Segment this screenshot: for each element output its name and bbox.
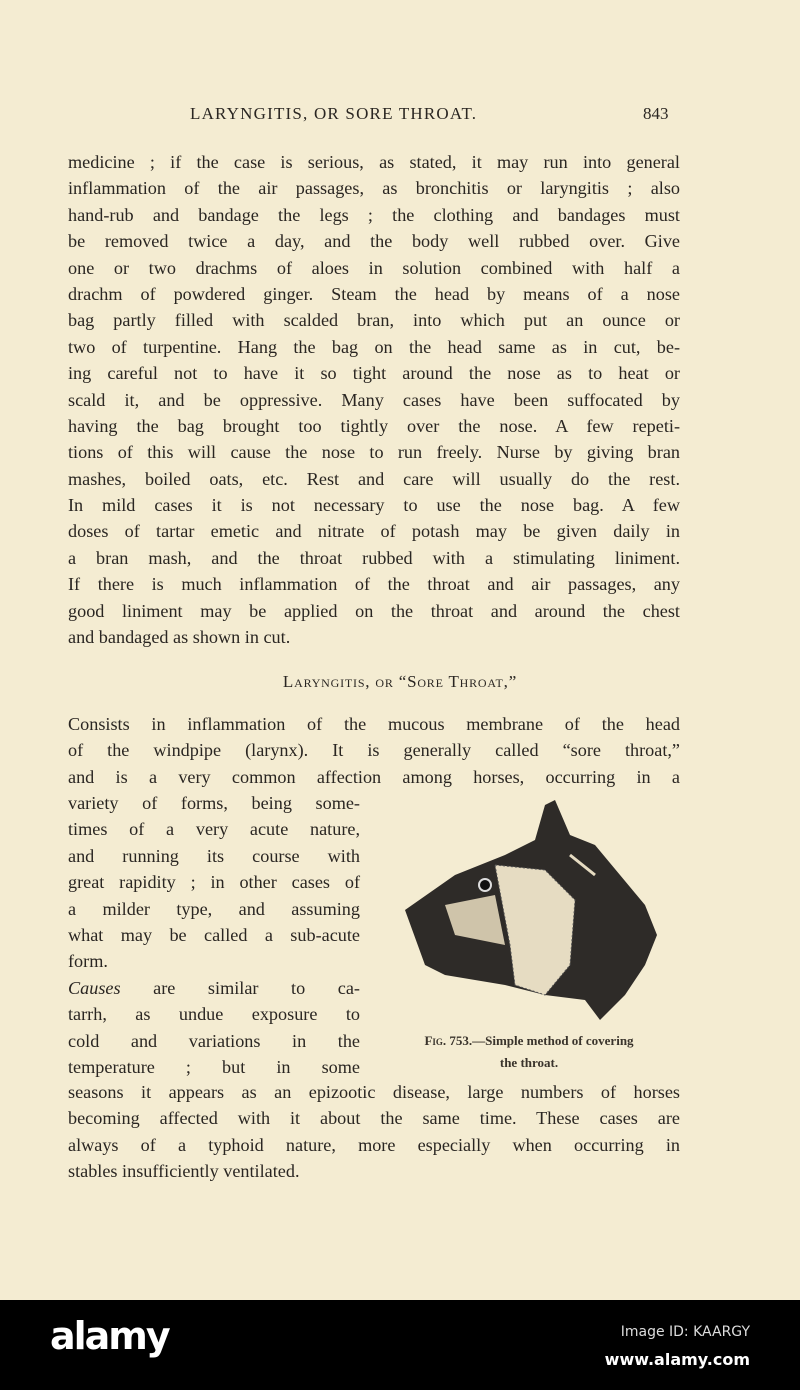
figure-number: Fig. 753. bbox=[424, 1033, 473, 1048]
text-span: are similar to ca- bbox=[120, 977, 360, 998]
text-line: and bandaged as shown in cut. bbox=[68, 627, 291, 648]
text-line: Consists in inflammation of the mucous membrane of the head bbox=[68, 714, 680, 734]
paragraph-1 bbox=[68, 149, 680, 650]
watermark-footer bbox=[0, 1300, 800, 1390]
text-line: having the bag brought too tightly over the nose. A few repeti- bbox=[68, 415, 680, 436]
text-line: doses of tartar emetic and nitrate of potash may be given daily in bbox=[68, 521, 680, 542]
paragraph-3 bbox=[68, 1079, 680, 1185]
text-line: temperature ; but in some bbox=[68, 1056, 360, 1077]
text-line: inflammation of the air passages, as bronchitis or laryngitis ; also bbox=[68, 178, 680, 199]
text-line: If there is much inflammation of the throat and air passages, any bbox=[68, 574, 680, 595]
text-line: form. bbox=[68, 951, 108, 972]
alamy-logo: alamy bbox=[50, 1314, 169, 1358]
text-line: bag partly filled with scalded bran, into which put an ounce or bbox=[68, 310, 680, 331]
text-line: one or two drachms of aloes in solution combined with half a bbox=[68, 257, 680, 278]
text-line: becoming affected with it about the same time. These cases are bbox=[68, 1108, 680, 1129]
caption-text: —Simple method of covering bbox=[472, 1033, 634, 1048]
text-line: two of turpentine. Hang the bag on the head same as in cut, be- bbox=[68, 336, 680, 357]
paragraph-2 bbox=[68, 711, 680, 790]
text-line: stables insufficiently ventilated. bbox=[68, 1161, 300, 1182]
text-line: hand-rub and bandage the legs ; the clothing and bandages must bbox=[68, 204, 680, 225]
text-line: medicine ; if the case is serious, as stated, it may run into general bbox=[68, 152, 680, 172]
narrow-column bbox=[68, 790, 360, 1080]
horse-head-illustration bbox=[395, 795, 670, 1030]
causes-label: Causes bbox=[68, 977, 121, 998]
text-line: always of a typhoid nature, more especially when occurring in bbox=[68, 1134, 680, 1155]
text-line: seasons it appears as an epizootic disease, large numbers of horses bbox=[68, 1082, 680, 1102]
text-line: tarrh, as undue exposure to bbox=[68, 1004, 360, 1025]
text-line: and running its course with bbox=[68, 845, 360, 866]
text-line: times of a very acute nature, bbox=[68, 819, 360, 840]
text-line: great rapidity ; in other cases of bbox=[68, 872, 360, 893]
text-line: be removed twice a day, and the body well rubbed over. Give bbox=[68, 231, 680, 252]
text-line: of the windpipe (larynx). It is generally called “sore throat,” bbox=[68, 740, 680, 761]
image-id: Image ID: KAARGY bbox=[620, 1324, 750, 1340]
running-title: LARYNGITIS, OR SORE THROAT. bbox=[190, 104, 478, 123]
text-line: a milder type, and assuming bbox=[68, 898, 360, 919]
text-line: what may be called a sub-acute bbox=[68, 924, 360, 945]
text-line: In mild cases it is not necessary to use the nose bag. A few bbox=[68, 495, 680, 516]
figure-caption-line-2: the throat. bbox=[499, 1055, 559, 1070]
figure-caption bbox=[384, 1033, 674, 1049]
text-line: tions of this will cause the nose to run freely. Nurse by giving bran bbox=[68, 442, 680, 463]
text-line: and is a very common affection among horses, occurring in a bbox=[68, 766, 680, 787]
text-line: ing careful not to have it so tight around the nose as to heat or bbox=[68, 363, 680, 384]
text-line: cold and variations in the bbox=[68, 1030, 360, 1051]
text-line: mashes, boiled oats, etc. Rest and care will usually do the rest. bbox=[68, 468, 680, 489]
text-line: scald it, and be oppressive. Many cases have been suffocated by bbox=[68, 389, 680, 410]
section-heading: Laryngitis, or “Sore Throat,” bbox=[282, 672, 518, 691]
text-line: drachm of powdered ginger. Steam the head by means of a nose bbox=[68, 283, 680, 304]
text-line: a bran mash, and the throat rubbed with a stimulating liniment. bbox=[68, 547, 680, 568]
website-link[interactable]: www.alamy.com bbox=[604, 1350, 750, 1369]
text-line: variety of forms, being some- bbox=[68, 793, 360, 813]
text-line: good liniment may be applied on the throat and around the chest bbox=[68, 600, 680, 621]
page-number: 843 bbox=[643, 104, 669, 123]
text-line bbox=[68, 975, 360, 1001]
